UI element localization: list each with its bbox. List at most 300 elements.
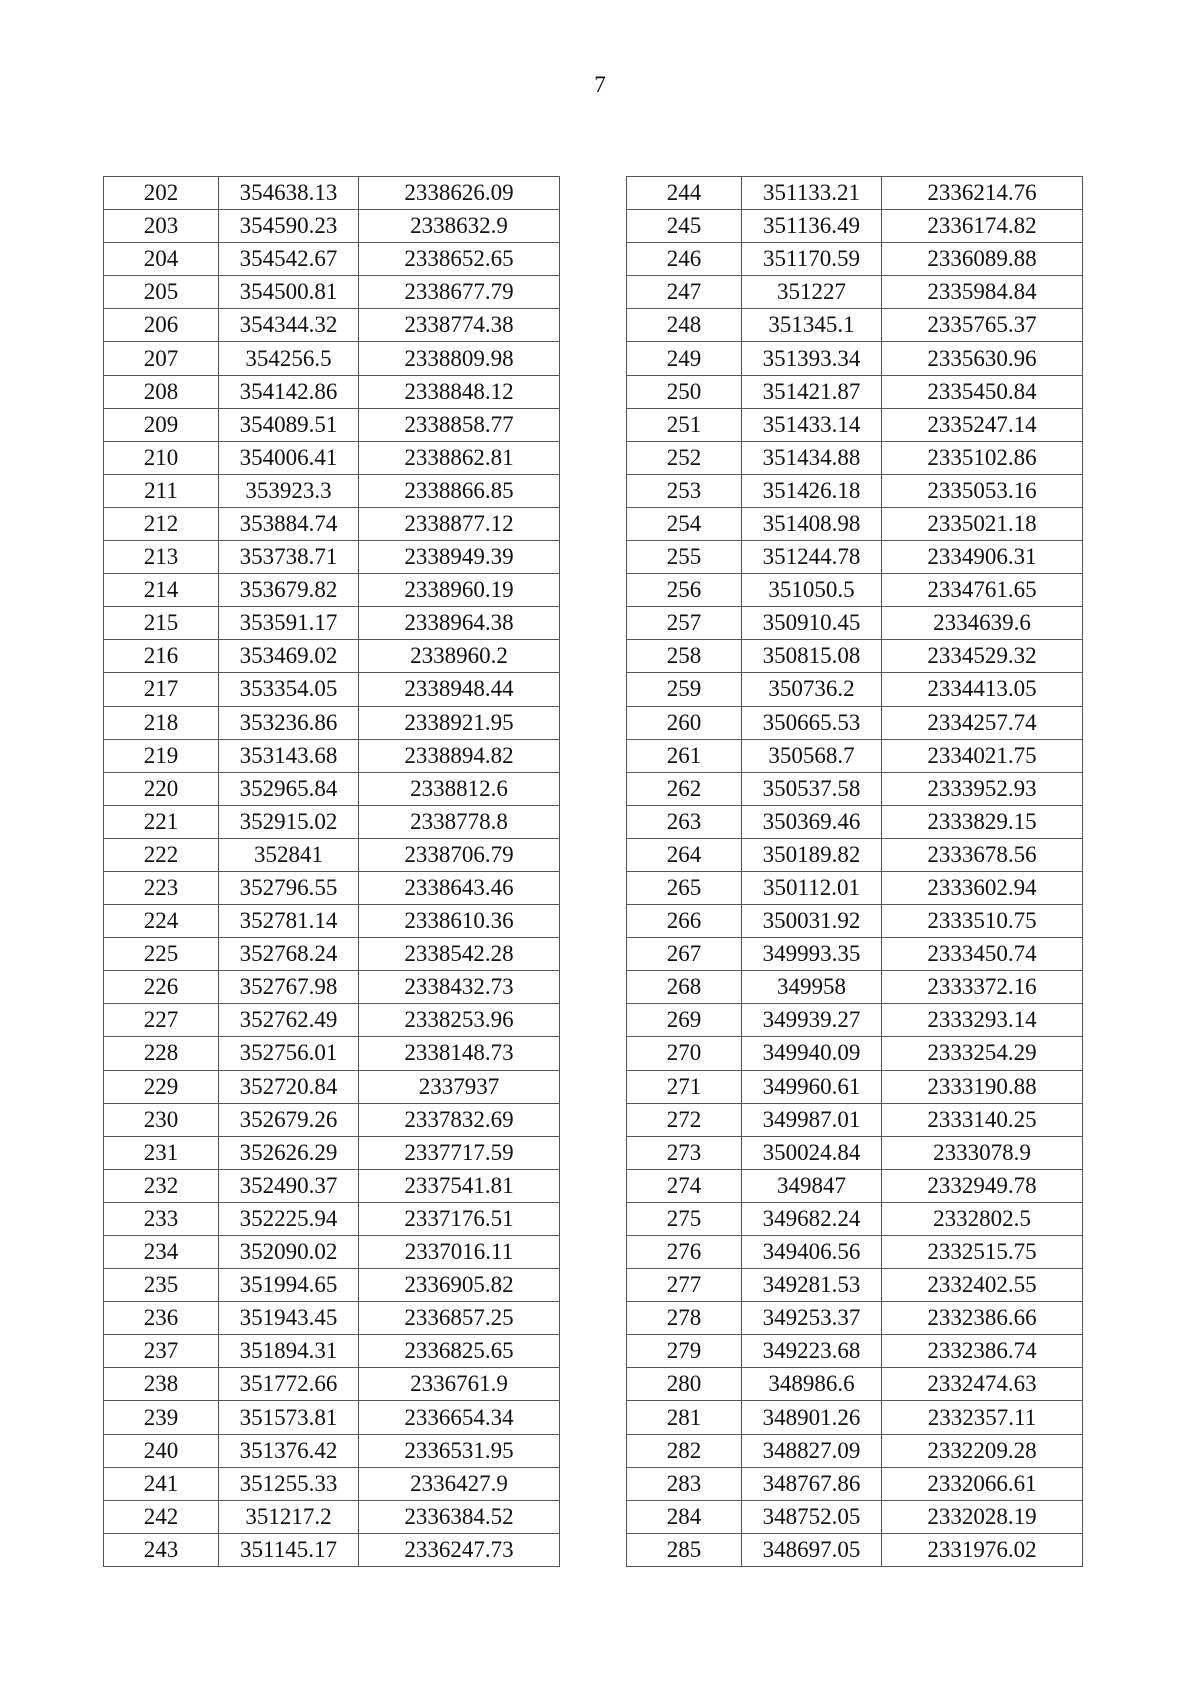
y-coordinate-cell: 2336905.82 [359,1269,560,1302]
table-row [627,1302,1083,1335]
x-coordinate-cell: 352767.98 [219,971,359,1004]
table-row [627,1202,1083,1235]
table-row [104,673,560,706]
point-number-cell: 263 [627,805,742,838]
table-row [627,971,1083,1004]
x-coordinate-cell: 350665.53 [742,706,882,739]
point-number-cell: 277 [627,1269,742,1302]
x-coordinate-cell: 349940.09 [742,1037,882,1070]
y-coordinate-cell: 2338877.12 [359,507,560,540]
point-number-cell: 267 [627,938,742,971]
point-number-cell: 237 [104,1335,219,1368]
x-coordinate-cell: 351376.42 [219,1434,359,1467]
y-coordinate-cell: 2333140.25 [882,1103,1083,1136]
point-number-cell: 249 [627,342,742,375]
point-number-cell: 246 [627,243,742,276]
x-coordinate-cell: 348901.26 [742,1401,882,1434]
table-row [627,507,1083,540]
table-row [627,1103,1083,1136]
point-number-cell: 250 [627,375,742,408]
y-coordinate-cell: 2332474.63 [882,1368,1083,1401]
table-row [627,607,1083,640]
y-coordinate-cell: 2335102.86 [882,441,1083,474]
y-coordinate-cell: 2332949.78 [882,1169,1083,1202]
y-coordinate-cell: 2335450.84 [882,375,1083,408]
table-row [627,342,1083,375]
x-coordinate-cell: 350815.08 [742,640,882,673]
x-coordinate-cell: 348986.6 [742,1368,882,1401]
x-coordinate-cell: 349847 [742,1169,882,1202]
x-coordinate-cell: 350568.7 [742,739,882,772]
point-number-cell: 265 [627,871,742,904]
page-number: 7 [594,72,606,97]
y-coordinate-cell: 2337937 [359,1070,560,1103]
x-coordinate-cell: 351393.34 [742,342,882,375]
point-number-cell: 272 [627,1103,742,1136]
table-row [104,838,560,871]
y-coordinate-cell: 2334021.75 [882,739,1083,772]
y-coordinate-cell: 2336531.95 [359,1434,560,1467]
x-coordinate-cell: 354638.13 [219,177,359,210]
x-coordinate-cell: 351434.88 [742,441,882,474]
table-row [627,640,1083,673]
y-coordinate-cell: 2336825.65 [359,1335,560,1368]
point-number-cell: 222 [104,838,219,871]
table-row [104,1467,560,1500]
point-number-cell: 271 [627,1070,742,1103]
point-number-cell: 228 [104,1037,219,1070]
y-coordinate-cell: 2338960.2 [359,640,560,673]
x-coordinate-cell: 350369.46 [742,805,882,838]
y-coordinate-cell: 2338432.73 [359,971,560,1004]
point-number-cell: 212 [104,507,219,540]
coordinates-table-right [626,176,1083,1567]
x-coordinate-cell: 352796.55 [219,871,359,904]
y-coordinate-cell: 2332386.74 [882,1335,1083,1368]
table-row [627,739,1083,772]
y-coordinate-cell: 2334413.05 [882,673,1083,706]
y-coordinate-cell: 2336857.25 [359,1302,560,1335]
x-coordinate-cell: 350112.01 [742,871,882,904]
y-coordinate-cell: 2338948.44 [359,673,560,706]
table-row [627,574,1083,607]
point-number-cell: 224 [104,905,219,938]
point-number-cell: 219 [104,739,219,772]
point-number-cell: 252 [627,441,742,474]
table-row [627,177,1083,210]
x-coordinate-cell: 351943.45 [219,1302,359,1335]
table-row [104,971,560,1004]
table-row [104,1269,560,1302]
table-row [104,474,560,507]
x-coordinate-cell: 351421.87 [742,375,882,408]
point-number-cell: 248 [627,309,742,342]
table-row [627,541,1083,574]
table-row [104,574,560,607]
x-coordinate-cell: 350537.58 [742,772,882,805]
point-number-cell: 208 [104,375,219,408]
table-row [104,1070,560,1103]
x-coordinate-cell: 349281.53 [742,1269,882,1302]
x-coordinate-cell: 353354.05 [219,673,359,706]
y-coordinate-cell: 2338706.79 [359,838,560,871]
table-row [104,640,560,673]
x-coordinate-cell: 354344.32 [219,309,359,342]
x-coordinate-cell: 350024.84 [742,1136,882,1169]
x-coordinate-cell: 353923.3 [219,474,359,507]
x-coordinate-cell: 351244.78 [742,541,882,574]
point-number-cell: 204 [104,243,219,276]
table-row [104,805,560,838]
table-row [627,805,1083,838]
table-row [627,243,1083,276]
x-coordinate-cell: 354142.86 [219,375,359,408]
y-coordinate-cell: 2338643.46 [359,871,560,904]
table-row [104,1434,560,1467]
x-coordinate-cell: 353679.82 [219,574,359,607]
table-row [627,1269,1083,1302]
table-row [627,375,1083,408]
y-coordinate-cell: 2336384.52 [359,1500,560,1533]
table-row [627,1401,1083,1434]
y-coordinate-cell: 2338812.6 [359,772,560,805]
table-row [627,474,1083,507]
table-row [627,441,1083,474]
point-number-cell: 226 [104,971,219,1004]
point-number-cell: 259 [627,673,742,706]
table-row [627,1434,1083,1467]
point-number-cell: 223 [104,871,219,904]
y-coordinate-cell: 2338253.96 [359,1004,560,1037]
x-coordinate-cell: 352720.84 [219,1070,359,1103]
x-coordinate-cell: 348827.09 [742,1434,882,1467]
coordinates-table-left [103,176,560,1567]
x-coordinate-cell: 351994.65 [219,1269,359,1302]
y-coordinate-cell: 2332515.75 [882,1236,1083,1269]
y-coordinate-cell: 2333829.15 [882,805,1083,838]
y-coordinate-cell: 2338866.85 [359,474,560,507]
x-coordinate-cell: 349939.27 [742,1004,882,1037]
x-coordinate-cell: 353591.17 [219,607,359,640]
x-coordinate-cell: 353469.02 [219,640,359,673]
point-number-cell: 236 [104,1302,219,1335]
table-row [104,1037,560,1070]
point-number-cell: 256 [627,574,742,607]
y-coordinate-cell: 2337541.81 [359,1169,560,1202]
point-number-cell: 280 [627,1368,742,1401]
table-row [104,905,560,938]
y-coordinate-cell: 2334906.31 [882,541,1083,574]
point-number-cell: 244 [627,177,742,210]
y-coordinate-cell: 2336427.9 [359,1467,560,1500]
y-coordinate-cell: 2332066.61 [882,1467,1083,1500]
y-coordinate-cell: 2335630.96 [882,342,1083,375]
table-row [104,706,560,739]
point-number-cell: 220 [104,772,219,805]
table-row [627,838,1083,871]
x-coordinate-cell: 351345.1 [742,309,882,342]
x-coordinate-cell: 351408.98 [742,507,882,540]
point-number-cell: 273 [627,1136,742,1169]
table-row [627,1467,1083,1500]
table-row [104,408,560,441]
table-row [627,871,1083,904]
y-coordinate-cell: 2333254.29 [882,1037,1083,1070]
x-coordinate-cell: 353143.68 [219,739,359,772]
table-row [104,177,560,210]
x-coordinate-cell: 353738.71 [219,541,359,574]
table-row [627,673,1083,706]
x-coordinate-cell: 348767.86 [742,1467,882,1500]
y-coordinate-cell: 2331976.02 [882,1533,1083,1566]
y-coordinate-cell: 2332357.11 [882,1401,1083,1434]
x-coordinate-cell: 349993.35 [742,938,882,971]
coordinates-table-right-body [627,177,1083,1567]
table-row [104,541,560,574]
y-coordinate-cell: 2338858.77 [359,408,560,441]
point-number-cell: 278 [627,1302,742,1335]
point-number-cell: 243 [104,1533,219,1566]
x-coordinate-cell: 352781.14 [219,905,359,938]
point-number-cell: 240 [104,1434,219,1467]
x-coordinate-cell: 354256.5 [219,342,359,375]
point-number-cell: 251 [627,408,742,441]
x-coordinate-cell: 354089.51 [219,408,359,441]
y-coordinate-cell: 2338862.81 [359,441,560,474]
point-number-cell: 211 [104,474,219,507]
point-number-cell: 214 [104,574,219,607]
table-row [627,1070,1083,1103]
y-coordinate-cell: 2338677.79 [359,276,560,309]
x-coordinate-cell: 349958 [742,971,882,1004]
x-coordinate-cell: 352841 [219,838,359,871]
x-coordinate-cell: 352090.02 [219,1236,359,1269]
table-row [104,1202,560,1235]
table-row [104,1302,560,1335]
point-number-cell: 245 [627,210,742,243]
point-number-cell: 225 [104,938,219,971]
point-number-cell: 234 [104,1236,219,1269]
y-coordinate-cell: 2338964.38 [359,607,560,640]
x-coordinate-cell: 354500.81 [219,276,359,309]
point-number-cell: 283 [627,1467,742,1500]
point-number-cell: 205 [104,276,219,309]
point-number-cell: 266 [627,905,742,938]
x-coordinate-cell: 352915.02 [219,805,359,838]
y-coordinate-cell: 2335984.84 [882,276,1083,309]
x-coordinate-cell: 351050.5 [742,574,882,607]
x-coordinate-cell: 349223.68 [742,1335,882,1368]
x-coordinate-cell: 354006.41 [219,441,359,474]
y-coordinate-cell: 2336214.76 [882,177,1083,210]
table-row [627,1169,1083,1202]
table-row [104,1368,560,1401]
y-coordinate-cell: 2335053.16 [882,474,1083,507]
y-coordinate-cell: 2336761.9 [359,1368,560,1401]
y-coordinate-cell: 2334761.65 [882,574,1083,607]
table-row [627,1236,1083,1269]
y-coordinate-cell: 2333372.16 [882,971,1083,1004]
x-coordinate-cell: 350031.92 [742,905,882,938]
point-number-cell: 264 [627,838,742,871]
table-row [104,276,560,309]
table-row [104,871,560,904]
table-row [104,243,560,276]
x-coordinate-cell: 352768.24 [219,938,359,971]
x-coordinate-cell: 351133.21 [742,177,882,210]
table-row [627,309,1083,342]
table-row [104,1136,560,1169]
table-row [627,1136,1083,1169]
y-coordinate-cell: 2338774.38 [359,309,560,342]
point-number-cell: 275 [627,1202,742,1235]
table-row [104,1169,560,1202]
x-coordinate-cell: 352965.84 [219,772,359,805]
y-coordinate-cell: 2332028.19 [882,1500,1083,1533]
table-row [104,607,560,640]
y-coordinate-cell: 2338894.82 [359,739,560,772]
x-coordinate-cell: 351894.31 [219,1335,359,1368]
table-row [104,1401,560,1434]
y-coordinate-cell: 2334639.6 [882,607,1083,640]
x-coordinate-cell: 349253.37 [742,1302,882,1335]
y-coordinate-cell: 2333190.88 [882,1070,1083,1103]
table-row [627,938,1083,971]
y-coordinate-cell: 2338542.28 [359,938,560,971]
y-coordinate-cell: 2336089.88 [882,243,1083,276]
point-number-cell: 241 [104,1467,219,1500]
point-number-cell: 262 [627,772,742,805]
y-coordinate-cell: 2338610.36 [359,905,560,938]
y-coordinate-cell: 2332402.55 [882,1269,1083,1302]
x-coordinate-cell: 350736.2 [742,673,882,706]
x-coordinate-cell: 349682.24 [742,1202,882,1235]
y-coordinate-cell: 2338949.39 [359,541,560,574]
y-coordinate-cell: 2333952.93 [882,772,1083,805]
table-row [627,1004,1083,1037]
point-number-cell: 284 [627,1500,742,1533]
table-row [627,772,1083,805]
y-coordinate-cell: 2335021.18 [882,507,1083,540]
y-coordinate-cell: 2336247.73 [359,1533,560,1566]
table-row [104,507,560,540]
x-coordinate-cell: 351170.59 [742,243,882,276]
table-row [104,342,560,375]
x-coordinate-cell: 348752.05 [742,1500,882,1533]
x-coordinate-cell: 351227 [742,276,882,309]
x-coordinate-cell: 352225.94 [219,1202,359,1235]
x-coordinate-cell: 350910.45 [742,607,882,640]
table-row [104,375,560,408]
point-number-cell: 285 [627,1533,742,1566]
y-coordinate-cell: 2332209.28 [882,1434,1083,1467]
table-row [104,309,560,342]
y-coordinate-cell: 2338148.73 [359,1037,560,1070]
point-number-cell: 257 [627,607,742,640]
point-number-cell: 242 [104,1500,219,1533]
x-coordinate-cell: 349406.56 [742,1236,882,1269]
point-number-cell: 253 [627,474,742,507]
table-row [627,706,1083,739]
table-row [627,1533,1083,1566]
table-row [104,1500,560,1533]
x-coordinate-cell: 351433.14 [742,408,882,441]
point-number-cell: 247 [627,276,742,309]
point-number-cell: 260 [627,706,742,739]
table-row [104,1004,560,1037]
point-number-cell: 258 [627,640,742,673]
table-row [627,1368,1083,1401]
table-row [104,1103,560,1136]
table-row [104,210,560,243]
y-coordinate-cell: 2333510.75 [882,905,1083,938]
point-number-cell: 254 [627,507,742,540]
point-number-cell: 281 [627,1401,742,1434]
table-row [627,905,1083,938]
x-coordinate-cell: 349960.61 [742,1070,882,1103]
y-coordinate-cell: 2335765.37 [882,309,1083,342]
x-coordinate-cell: 351573.81 [219,1401,359,1434]
table-row [627,210,1083,243]
y-coordinate-cell: 2337717.59 [359,1136,560,1169]
x-coordinate-cell: 352762.49 [219,1004,359,1037]
table-row [627,1037,1083,1070]
point-number-cell: 239 [104,1401,219,1434]
point-number-cell: 255 [627,541,742,574]
x-coordinate-cell: 351772.66 [219,1368,359,1401]
point-number-cell: 270 [627,1037,742,1070]
point-number-cell: 261 [627,739,742,772]
point-number-cell: 238 [104,1368,219,1401]
x-coordinate-cell: 354542.67 [219,243,359,276]
y-coordinate-cell: 2336654.34 [359,1401,560,1434]
x-coordinate-cell: 353236.86 [219,706,359,739]
point-number-cell: 203 [104,210,219,243]
point-number-cell: 274 [627,1169,742,1202]
point-number-cell: 229 [104,1070,219,1103]
y-coordinate-cell: 2338848.12 [359,375,560,408]
point-number-cell: 269 [627,1004,742,1037]
x-coordinate-cell: 352626.29 [219,1136,359,1169]
x-coordinate-cell: 351255.33 [219,1467,359,1500]
y-coordinate-cell: 2333602.94 [882,871,1083,904]
y-coordinate-cell: 2332386.66 [882,1302,1083,1335]
point-number-cell: 227 [104,1004,219,1037]
point-number-cell: 207 [104,342,219,375]
y-coordinate-cell: 2335247.14 [882,408,1083,441]
y-coordinate-cell: 2338652.65 [359,243,560,276]
x-coordinate-cell: 348697.05 [742,1533,882,1566]
x-coordinate-cell: 352756.01 [219,1037,359,1070]
table-row [104,739,560,772]
point-number-cell: 218 [104,706,219,739]
point-number-cell: 235 [104,1269,219,1302]
y-coordinate-cell: 2338626.09 [359,177,560,210]
table-row [627,408,1083,441]
y-coordinate-cell: 2333078.9 [882,1136,1083,1169]
point-number-cell: 216 [104,640,219,673]
table-row [104,938,560,971]
table-row [627,1335,1083,1368]
x-coordinate-cell: 353884.74 [219,507,359,540]
x-coordinate-cell: 351426.18 [742,474,882,507]
x-coordinate-cell: 350189.82 [742,838,882,871]
y-coordinate-cell: 2338921.95 [359,706,560,739]
y-coordinate-cell: 2338960.19 [359,574,560,607]
y-coordinate-cell: 2333293.14 [882,1004,1083,1037]
point-number-cell: 276 [627,1236,742,1269]
y-coordinate-cell: 2332802.5 [882,1202,1083,1235]
